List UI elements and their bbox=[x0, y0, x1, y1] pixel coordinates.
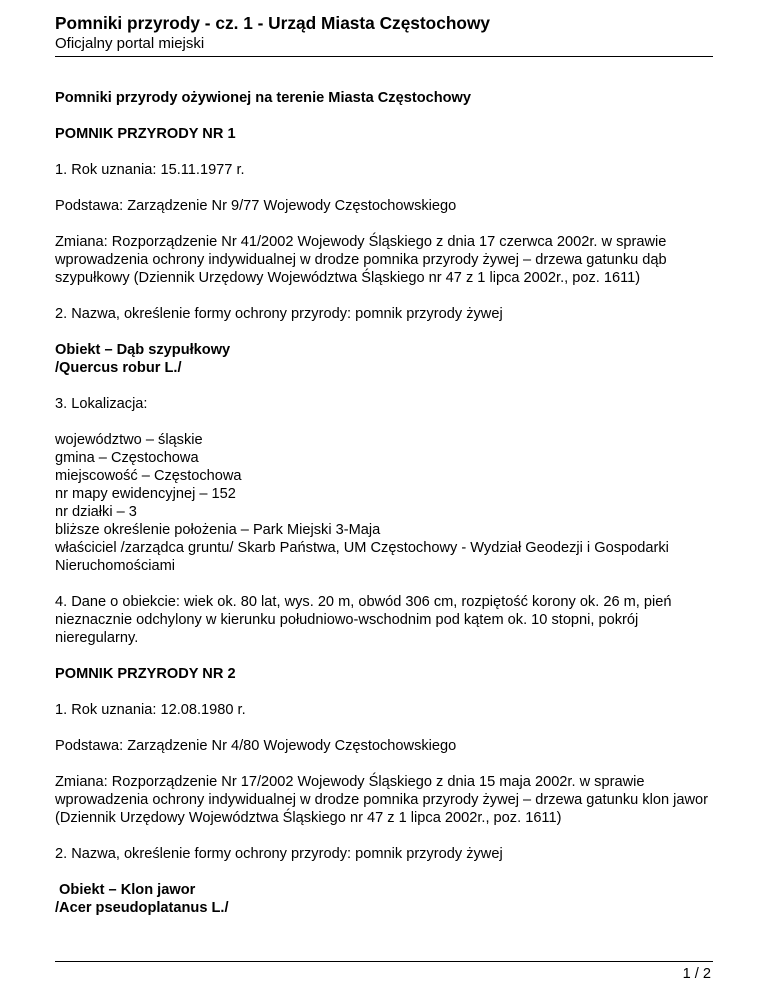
document-title: Pomniki przyrody - cz. 1 - Urząd Miasta Częstochowy bbox=[55, 13, 491, 33]
monument-2-object bbox=[55, 881, 713, 917]
monument-1-data: 4. Dane o obiekcie: wiek ok. 80 lat, wys. 20 m, obwód 306 cm, rozpiętość korony ok. 26 m, pień nieznacznie odchylony w kierunku południowo-wschodnim pod kątem ok. 10 stopni, pokrój nieregularny. bbox=[55, 594, 672, 646]
document-page bbox=[55, 0, 713, 994]
monument-1-location-heading: 3. Lokalizacja: bbox=[55, 396, 148, 412]
page-header bbox=[55, 12, 713, 53]
monument-1-object-name: Obiekt – Dąb szypułkowy bbox=[55, 342, 231, 358]
header-divider bbox=[55, 56, 713, 57]
location-line: nr mapy ewidencyjnej – 152 bbox=[55, 486, 236, 502]
location-line: właściciel /zarządca gruntu/ Skarb Państwa, UM Częstochowy - Wydział Geodezji i Gospodarki Nieruchomościami bbox=[55, 540, 669, 574]
monument-1-latin-name: /Quercus robur L./ bbox=[55, 360, 182, 376]
monument-2-object-name: Obiekt – Klon jawor bbox=[55, 882, 196, 898]
section-heading: Pomniki przyrody ożywionej na terenie Miasta Częstochowy bbox=[55, 90, 472, 106]
document-body bbox=[55, 89, 713, 935]
monument-1-protection-name: 2. Nazwa, określenie formy ochrony przyrody: pomnik przyrody żywej bbox=[55, 306, 503, 322]
monument-2-title: POMNIK PRZYRODY NR 2 bbox=[55, 666, 236, 682]
location-line: miejscowość – Częstochowa bbox=[55, 468, 242, 484]
monument-2-basis: Podstawa: Zarządzenie Nr 4/80 Wojewody Częstochowskiego bbox=[55, 738, 457, 754]
location-line: województwo – śląskie bbox=[55, 432, 203, 448]
page-number: 1 / 2 bbox=[682, 966, 711, 982]
monument-2-change: Zmiana: Rozporządzenie Nr 17/2002 Wojewody Śląskiego z dnia 15 maja 2002r. w sprawie wprowadzenia ochrony indywidualnej w drodze pomnika przyrody żywej – drzewa gatunku klon jawor (Dziennik Urzędowy Województwa Śląskiego nr 47 z 1 lipca 2002r., poz. 1611) bbox=[55, 774, 708, 826]
location-line: bliższe określenie położenia – Park Miejski 3-Maja bbox=[55, 522, 381, 538]
monument-1-change: Zmiana: Rozporządzenie Nr 41/2002 Wojewody Śląskiego z dnia 17 czerwca 2002r. w sprawie wprowadzenia ochrony indywidualnej w drodze pomnika przyrody żywej – drzewa gatunku dąb szypułkowy (Dziennik Urzędowy Województwa Śląskiego nr 47 z 1 lipca 2002r., poz. 1611) bbox=[55, 234, 667, 286]
monument-2-year: 1. Rok uznania: 12.08.1980 r. bbox=[55, 702, 246, 718]
location-line: nr działki – 3 bbox=[55, 504, 137, 520]
monument-1-location-details bbox=[55, 431, 713, 575]
monument-1-basis: Podstawa: Zarządzenie Nr 9/77 Wojewody Częstochowskiego bbox=[55, 198, 457, 214]
monument-2-protection-name: 2. Nazwa, określenie formy ochrony przyrody: pomnik przyrody żywej bbox=[55, 846, 503, 862]
monument-1-object bbox=[55, 341, 713, 377]
monument-2-latin-name: /Acer pseudoplatanus L./ bbox=[55, 900, 229, 916]
document-subtitle: Oficjalny portal miejski bbox=[55, 35, 205, 52]
monument-1-year: 1. Rok uznania: 15.11.1977 r. bbox=[55, 162, 245, 178]
footer-divider bbox=[55, 961, 713, 962]
monument-1-title: POMNIK PRZYRODY NR 1 bbox=[55, 126, 236, 142]
location-line: gmina – Częstochowa bbox=[55, 450, 199, 466]
